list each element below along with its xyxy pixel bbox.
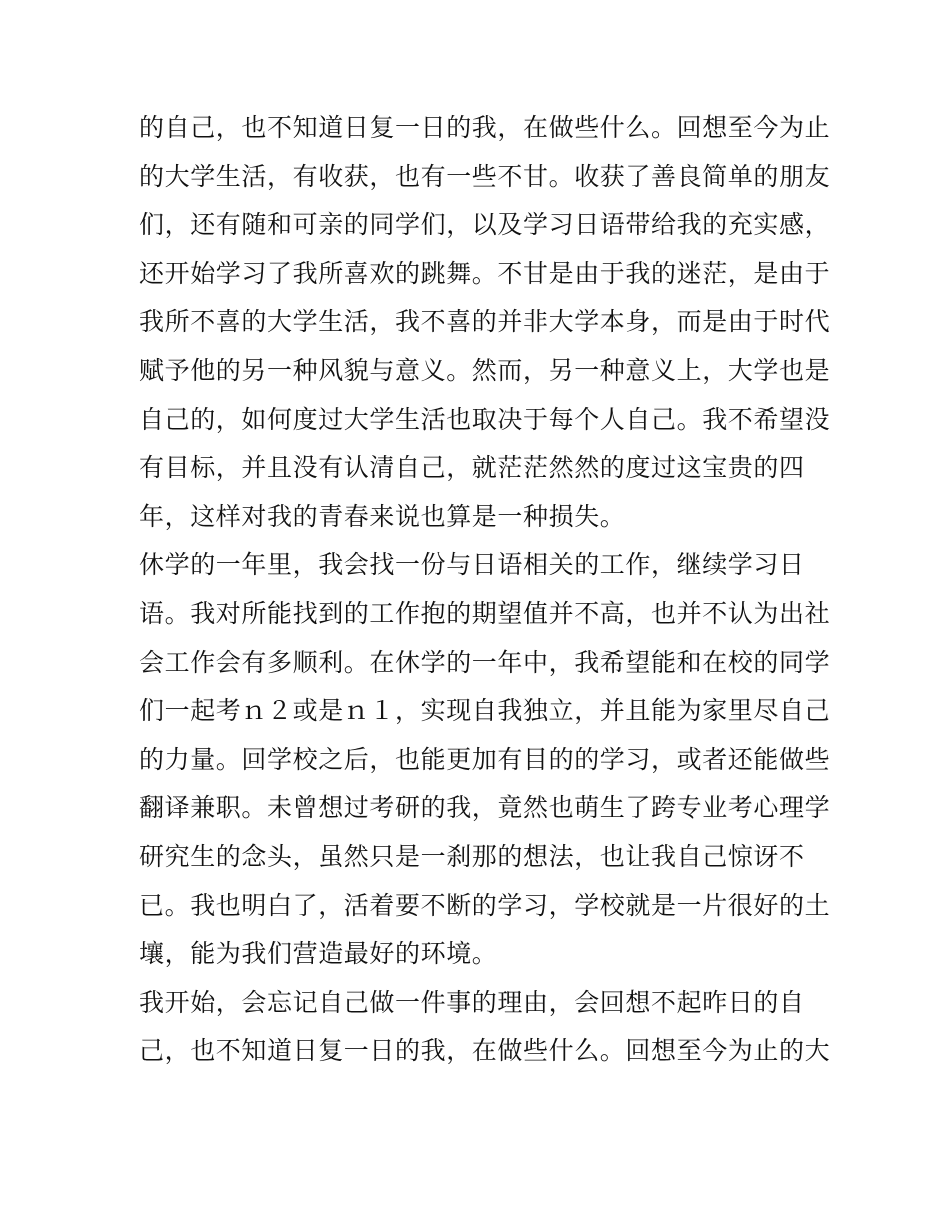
text-line: 们一起考ｎ２或是ｎ１，实现自我独立，并且能为家里尽自己 [139, 696, 831, 726]
text-line: 的自己，也不知道日复一日的我，在做些什么。回想至今为止 [139, 113, 831, 142]
text-line: 已。我也明白了，活着要不断的学习，学校就是一片很好的土 [139, 890, 831, 920]
text-line: 会工作会有多顺利。在休学的一年中，我希望能和在校的同学 [139, 647, 831, 677]
text-line: 们，还有随和可亲的同学们，以及学习日语带给我的充实感， [139, 210, 831, 240]
text-line: 年，这样对我的青春来说也算是一种损失。 [139, 501, 626, 531]
body-text [139, 104, 831, 1076]
text-line: 己，也不知道日复一日的我，在做些什么。回想至今为止的大 [139, 1036, 831, 1066]
text-line: 翻译兼职。未曾想过考研的我，竟然也萌生了跨专业考心理学 [139, 793, 831, 823]
text-line: 有目标，并且没有认清自己，就茫茫然然的度过这宝贵的四 [139, 453, 805, 483]
text-line: 自己的，如何度过大学生活也取决于每个人自己。我不希望没 [139, 404, 831, 434]
text-line: 我所不喜的大学生活，我不喜的并非大学本身，而是由于时代 [139, 307, 831, 337]
text-line: 我开始，会忘记自己做一件事的理由，会回想不起昨日的自 [139, 987, 805, 1017]
text-line: 研究生的念头，虽然只是一刹那的想法，也让我自己惊讶不 [139, 841, 805, 871]
text-line: 休学的一年里，我会找一份与日语相关的工作，继续学习日 [139, 550, 805, 580]
text-line: 壤，能为我们营造最好的环境。 [139, 939, 498, 969]
text-line: 赋予他的另一种风貌与意义。然而，另一种意义上，大学也是 [139, 355, 831, 385]
text-line: 还开始学习了我所喜欢的跳舞。不甘是由于我的迷茫，是由于 [139, 258, 831, 288]
text-line: 语。我对所能找到的工作抱的期望值并不高，也并不认为出社 [139, 598, 831, 628]
text-line: 的大学生活，有收获，也有一些不甘。收获了善良简单的朋友 [139, 161, 831, 191]
text-line: 的力量。回学校之后，也能更加有目的的学习，或者还能做些 [139, 744, 831, 774]
